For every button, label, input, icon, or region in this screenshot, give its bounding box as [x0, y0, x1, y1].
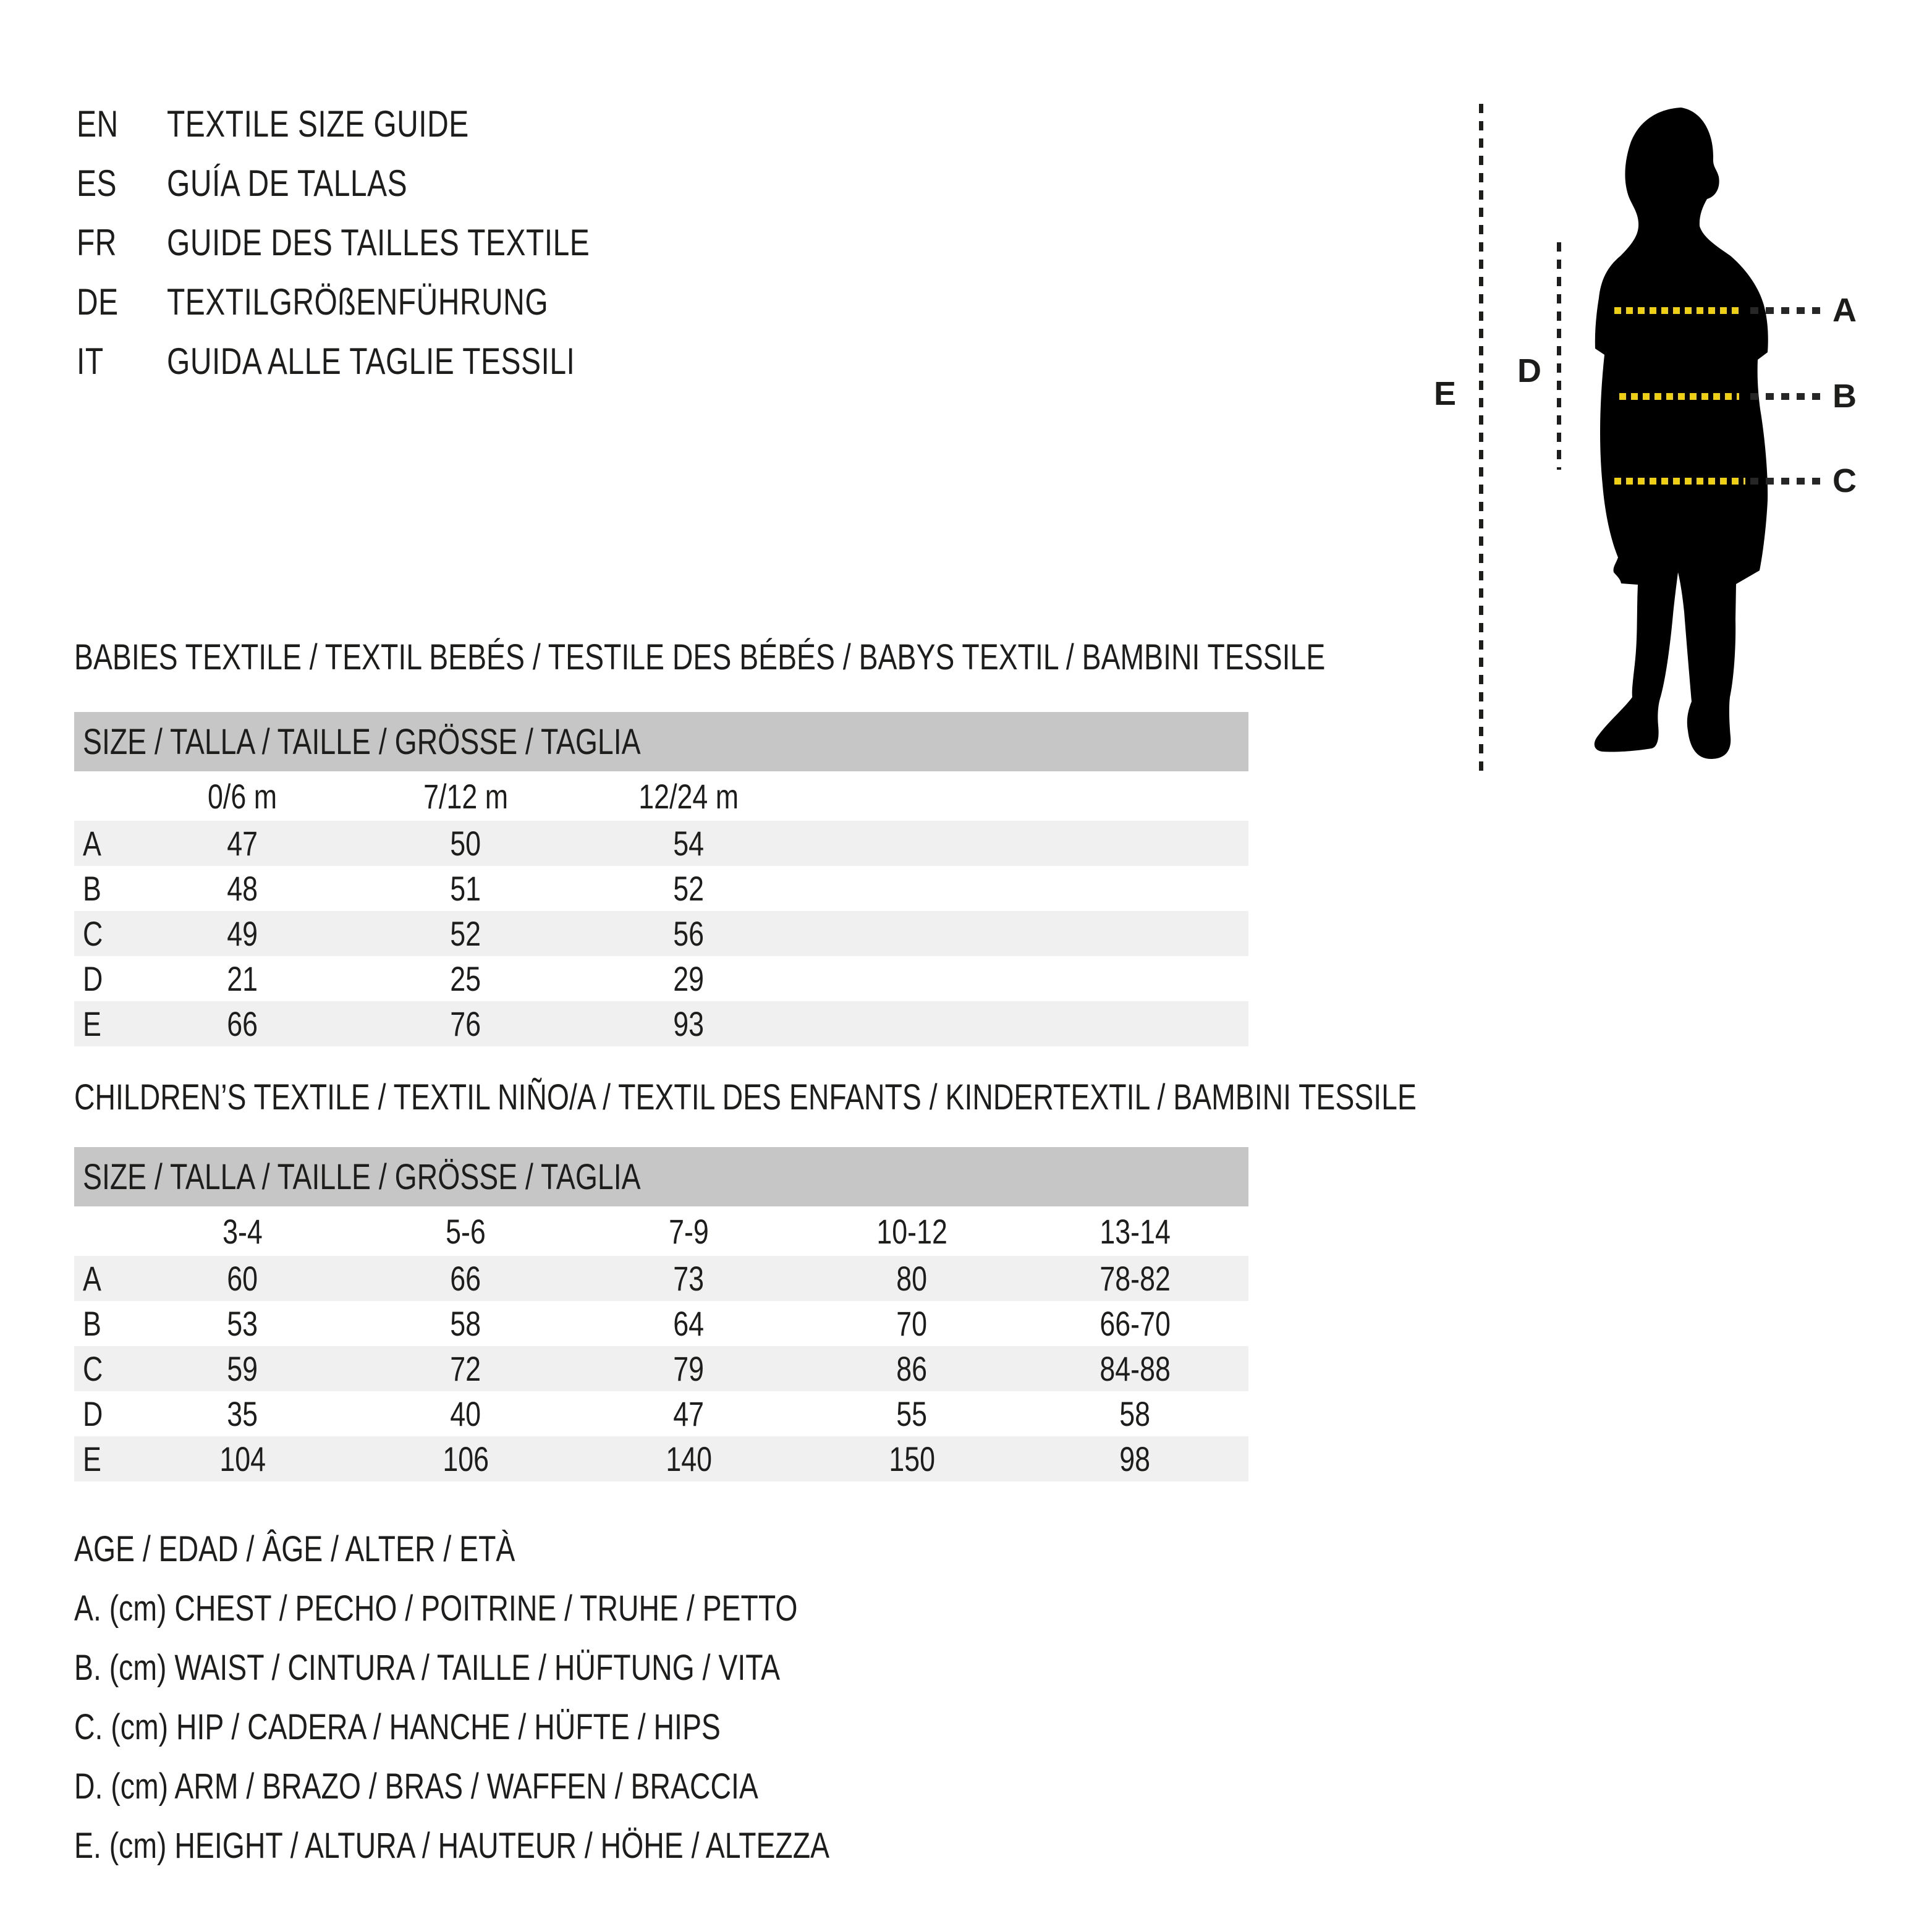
row-label: A — [83, 1259, 101, 1298]
hip-leader-line-c — [1750, 478, 1826, 485]
page-title-fr: GUIDE DES TAILLES TEXTILE — [167, 221, 590, 263]
children-column-headers — [74, 1206, 1248, 1256]
figure-label-d: D — [1517, 352, 1541, 389]
children-col-header-4: 10-12 — [876, 1211, 947, 1251]
children-col-header-3: 7-9 — [669, 1211, 709, 1251]
babies-section-title: BABIES TEXTILE / TEXTIL BEBÉS / TESTILE DES BÉBÉS / BABYS TEXTIL / BAMBINI TESSILE — [74, 637, 1326, 677]
waist-leader-line-b — [1750, 393, 1826, 400]
lang-code-es: ES — [77, 162, 117, 204]
figure-label-b: B — [1832, 378, 1857, 415]
arm-measure-line-d — [1557, 242, 1561, 470]
children-size-table — [74, 1147, 1248, 1481]
children-size-header-bar — [74, 1147, 1248, 1206]
language-title-list — [77, 94, 695, 391]
chest-leader-line-a — [1750, 307, 1826, 314]
row-label: E — [83, 1439, 101, 1478]
legend-arm: D. (cm) ARM / BRAZO / BRAS / WAFFEN / BRACCIA — [74, 1766, 758, 1807]
lang-code-en: EN — [77, 103, 119, 145]
babies-col-header-2: 7/12 m — [423, 776, 508, 816]
row-label: D — [83, 1394, 103, 1433]
chest-dash-line-a — [1614, 307, 1740, 314]
legend-age: AGE / EDAD / ÂGE / ALTER / ETÀ — [74, 1528, 515, 1569]
children-col-header-5: 13-14 — [1099, 1211, 1171, 1251]
legend-height: E. (cm) HEIGHT / ALTURA / HAUTEUR / HÖHE / ALTEZZA — [74, 1825, 830, 1866]
legend-hip: C. (cm) HIP / CADERA / HANCHE / HÜFTE / HIPS — [74, 1706, 721, 1747]
lang-row-de — [77, 272, 695, 331]
children-col-header-1: 3-4 — [222, 1211, 263, 1251]
lang-row-fr — [77, 213, 695, 272]
children-col-header-2: 5-6 — [446, 1211, 486, 1251]
row-label: B — [83, 1304, 101, 1343]
children-table-row-a: A 60 66 73 80 78-82 — [74, 1256, 1248, 1301]
row-label: B — [83, 869, 101, 908]
children-size-header-label: SIZE / TALLA / TAILLE / GRÖSSE / TAGLIA — [83, 1156, 641, 1197]
lang-row-en — [77, 94, 695, 153]
figure-label-a: A — [1832, 292, 1857, 329]
page-title-es: GUÍA DE TALLAS — [167, 162, 408, 204]
page-title-en: TEXTILE SIZE GUIDE — [167, 103, 469, 145]
hip-dash-line-c — [1614, 478, 1745, 485]
lang-row-es — [77, 153, 695, 213]
lang-code-de: DE — [77, 281, 119, 323]
waist-dash-line-b — [1619, 393, 1739, 400]
children-table-row-c: C 59 72 79 86 84-88 — [74, 1346, 1248, 1391]
babies-col-header-1: 0/6 m — [208, 776, 278, 816]
measurement-legend — [74, 1519, 1019, 1875]
babies-table-row-b: B 48 51 52 — [74, 866, 1248, 911]
row-label: A — [83, 824, 101, 863]
children-table-row-b: B 53 58 64 70 66-70 — [74, 1301, 1248, 1346]
babies-table-row-a: A 47 50 54 — [74, 821, 1248, 866]
legend-chest: A. (cm) CHEST / PECHO / POITRINE / TRUHE / PETTO — [74, 1588, 798, 1629]
legend-waist: B. (cm) WAIST / CINTURA / TAILLE / HÜFTUNG / VITA — [74, 1647, 781, 1688]
row-label: C — [83, 914, 103, 953]
children-table-row-e: E 104 106 140 150 98 — [74, 1436, 1248, 1481]
figure-label-c: C — [1832, 462, 1857, 499]
babies-size-header-bar — [74, 712, 1248, 771]
babies-table-row-d: D 21 25 29 — [74, 956, 1248, 1001]
babies-size-header-label: SIZE / TALLA / TAILLE / GRÖSSE / TAGLIA — [83, 721, 641, 762]
babies-column-headers — [74, 771, 1248, 821]
figure-label-e: E — [1434, 375, 1457, 412]
lang-code-fr: FR — [77, 221, 117, 263]
lang-row-it — [77, 331, 695, 391]
page-title-it: GUIDA ALLE TAGLIE TESSILI — [167, 340, 575, 382]
row-label: C — [83, 1349, 103, 1388]
lang-code-it: IT — [77, 340, 104, 382]
babies-table-row-c: C 49 52 56 — [74, 911, 1248, 956]
babies-col-header-3: 12/24 m — [638, 776, 739, 816]
babies-size-table — [74, 712, 1248, 1046]
row-label: E — [83, 1004, 101, 1043]
children-section-title: CHILDREN’S TEXTILE / TEXTIL NIÑO/A / TEXTIL DES ENFANTS / KINDERTEXTIL / BAMBINI TESSILE — [74, 1077, 1417, 1117]
babies-table-row-e: E 66 76 93 — [74, 1001, 1248, 1046]
children-table-row-d: D 35 40 47 55 58 — [74, 1391, 1248, 1436]
page-title-de: TEXTILGRÖßENFÜHRUNG — [167, 281, 549, 323]
row-label: D — [83, 959, 103, 998]
